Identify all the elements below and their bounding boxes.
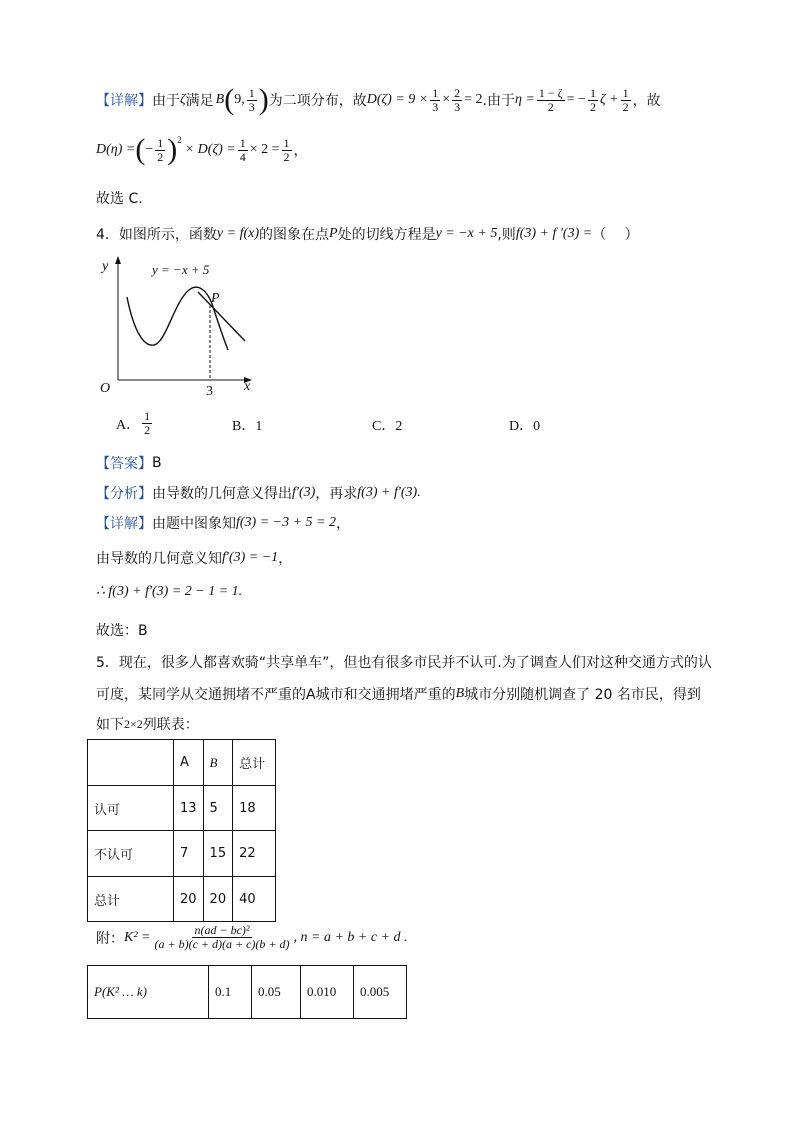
fraction: $\frac{1}{4}$ — [239, 135, 246, 164]
table-cell: 0.1 — [209, 966, 252, 1019]
table-cell: 0.010 — [301, 966, 354, 1019]
table-cell: 13 — [174, 786, 204, 831]
option-d[interactable]: D．0 — [509, 419, 541, 434]
table-cell: P(K² … k) — [88, 966, 209, 1019]
fraction: $\frac{1}{2}$ — [144, 409, 151, 437]
table-cell: 18 — [233, 786, 276, 831]
k2-formula: 附： K² = $\frac{\text{n(ad − bc)²}}{(a + b)(c + d)(a + c)(b + d)}$ , n = a + b + c + d . — [96, 923, 408, 951]
q4-detail-line-b: 由导数的几何意义知 f′(3) = −1 ， — [96, 550, 293, 567]
table-row — [88, 831, 276, 877]
table-row — [88, 877, 276, 922]
y-label: y — [102, 259, 109, 274]
q5-paragraph-3: 如下 2×2 列联表： — [96, 716, 199, 733]
fraction: $\frac{1}{3}$ — [248, 85, 255, 114]
q3-solution-line-1: 【详解】 由于 ζ 满足 B ( 9, $\frac{1}{3}$ ) 为二项分布，故 D(ζ) = 9 × $\frac{1}{3}$ × $\frac{2}{3}$ = 2 .由于 η = $\frac{1 - \zeta}{2}$ = − $\frac{1}{2}$ ζ + $\frac{1}{2}$ ，故 — [96, 83, 661, 116]
table-cell: 22 — [233, 831, 276, 877]
option-a[interactable]: A． $\frac{1}{2}$ — [116, 409, 151, 437]
table-header-row — [88, 740, 276, 786]
table-cell: A — [174, 740, 204, 786]
table-cell: 总计 — [88, 877, 174, 922]
table-cell: 20 — [174, 877, 204, 922]
fraction: $\frac{1}{2}$ — [157, 135, 164, 164]
fraction: $\frac{1}{3}$ — [432, 85, 439, 114]
table-cell: 认可 — [88, 786, 174, 831]
x-label: x — [244, 379, 251, 394]
fraction: $\frac{1 - \zeta}{2}$ — [538, 85, 563, 114]
q4-conclusion: 故选：B — [96, 623, 148, 639]
table-cell: 0.05 — [252, 966, 301, 1019]
option-c[interactable]: C．2 — [372, 419, 403, 434]
q4-question: 4．如图所示，函数 y = f(x) 的图象在点 P 处的切线方程是 y = −x + 5 ,则 f(3) + f ′(3) = （ ） — [96, 226, 639, 243]
table-cell — [88, 740, 174, 786]
contingency-table — [87, 739, 276, 922]
table-cell: 总计 — [233, 740, 276, 786]
q3-conclusion: 故选 C. — [96, 191, 143, 207]
option-b[interactable]: B．1 — [232, 419, 263, 434]
q4-answer: 【答案】 B — [96, 455, 162, 472]
table-cell: 7 — [174, 831, 204, 877]
critical-value-table — [87, 965, 407, 1019]
q4-analysis: 【分析】 由导数的几何意义得出 f′(3) ，再求 f(3) + f′(3). — [96, 485, 421, 502]
table-row — [88, 786, 276, 831]
q4-detail-line-c: ∴ f(3) + f′(3) = 2 − 1 = 1. — [96, 584, 243, 599]
table-cell: 5 — [203, 786, 233, 831]
point-p-label: P — [211, 291, 220, 306]
answer-tag: 【答案】 — [96, 456, 152, 472]
table-cell: 40 — [233, 877, 276, 922]
fraction: $\frac{1}{2}$ — [622, 85, 629, 114]
table-cell: 20 — [203, 877, 233, 922]
fraction: $\frac{2}{3}$ — [454, 85, 461, 114]
fraction: $\frac{\text{n(ad − bc)²}}{(a + b)(c + d)(a + c)(b + d)}$ — [154, 923, 290, 951]
table-cell: 15 — [203, 831, 233, 877]
fraction: $\frac{1}{2}$ — [589, 85, 596, 114]
analysis-tag: 【分析】 — [96, 486, 152, 502]
function-graph — [94, 252, 264, 402]
y-axis-arrow — [115, 256, 121, 264]
table-cell: 0.005 — [354, 966, 407, 1019]
q4-detail: 【详解】 由题中图象知 f(3) = −3 + 5 = 2 ， — [96, 515, 351, 532]
table-row — [88, 966, 407, 1019]
tangent-equation-label: y = −x + 5 — [152, 262, 210, 277]
q5-paragraph-1: 5．现在，很多人都喜欢骑“共享单车”，但也有很多市民并不认可.为了调查人们对这种交通方式的认 — [96, 655, 712, 671]
origin-label: O — [100, 381, 111, 396]
detail-tag: 【详解】 — [96, 93, 152, 109]
table-cell: 不认可 — [88, 831, 174, 877]
detail-tag: 【详解】 — [96, 516, 152, 532]
q5-paragraph-2: 可度，某同学从交通拥堵不严重的A城市和交通拥堵严重的 B 城市分别随机调查了 20 名市民，得到 — [96, 686, 701, 703]
table-cell: B — [203, 740, 233, 786]
tick-label: 3 — [206, 384, 213, 399]
q3-solution-line-2: D(η) = ( − $\frac{1}{2}$ ) 2 × D(ζ) = $\frac{1}{4}$ × 2 = $\frac{1}{2}$ ， — [96, 133, 308, 166]
fraction: $\frac{1}{2}$ — [283, 135, 290, 164]
